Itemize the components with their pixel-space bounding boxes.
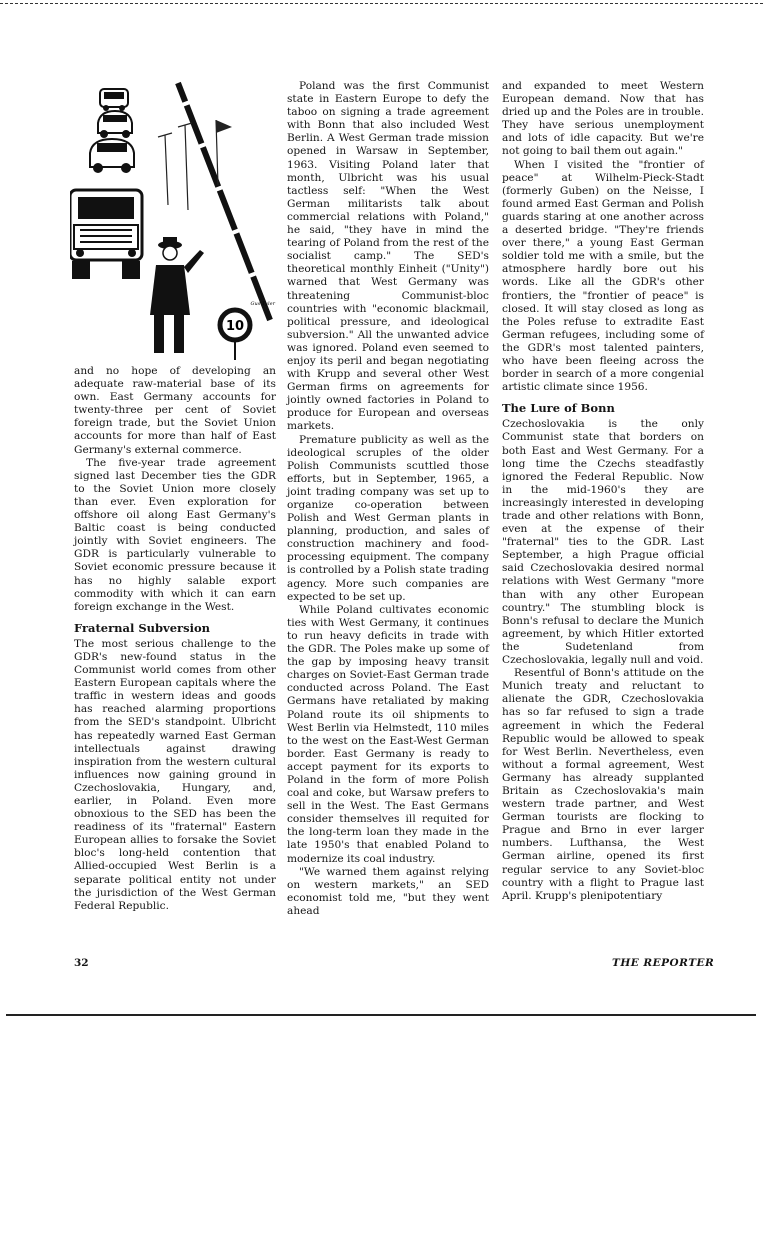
- section-heading: The Lure of Bonn: [502, 401, 615, 416]
- paragraph: The most serious challenge to the GDR's new-found status in the Communist world comes from other Eastern European capitals where the traffic in western ideas and goods has reached alarming proportions from the SED's standpoint. Ulbricht has repeatedly warned East German intellectuals against drawing inspiration from the western cultural influences now gaining ground in Czechoslovakia, Hungary, and, earlier, in Poland. Even more obnoxious to the SED has been the readiness of its "fraternal" Eastern European allies to forsake the Soviet bloc's long-held contention that Allied-occupied West Berlin is a separate political entity not under the jurisdiction of the West German Federal Republic.: [74, 637, 276, 912]
- bottom-rule: [6, 1014, 756, 1016]
- artist-signature: Gus Tyler: [250, 301, 275, 307]
- car-icon: [98, 111, 132, 138]
- magazine-name: THE REPORTER: [612, 957, 715, 969]
- column-3: [502, 80, 704, 903]
- paragraph: When I visited the "frontier of peace" at Wilhelm-Pieck-Stadt (formerly Guben) on the Neisse, I found armed East German and Polish guards staring at one another across a deserted bridge. "They're friends over there," a young East German soldier told me with a smile, but the atmosphere hardly bore out his words. Like all the GDR's other frontiers, the "frontier of peace" is closed. It will stay closed as long as the Poles refuse to extradite East German refugees, including some of the GDR's most talented painters, who have been fleeing across the border in search of a more congenial artistic climate since 1956.: [502, 158, 704, 394]
- paragraph: The five-year trade agreement signed last December ties the GDR to the Soviet Union more closely than ever. Even exploration for offshore oil along East Germany's Baltic coast is being conducted jointly with Soviet engineers. The GDR is particularly vulnerable to Soviet economic pressure because it has no highly salable export commodity with which it can earn foreign exchange in the West.: [74, 456, 276, 613]
- section-heading: Fraternal Subversion: [74, 620, 210, 635]
- paragraph: and no hope of developing an adequate raw-material base of its own. East Germany accounts for twenty-three per cent of Soviet foreign trade, but the Soviet Union accounts for more than half of East Germany's external commerce.: [74, 365, 276, 456]
- column-2: [287, 80, 489, 918]
- border-guard-figure: [150, 237, 204, 353]
- paragraph: and expanded to meet Western European demand. Now that has dried up and the Poles are in trouble. They have serious unemployment and lots of idle capacity. But we're not going to bail them out again.": [502, 80, 704, 158]
- car-icon: [90, 139, 134, 173]
- paragraph: Czechoslovakia is the only Communist state that borders on both East and West Germany. For a long time the Czechs steadfastly ignored the Federal Republic. Now in the mid-1960's they are increasingly interested in developing trade and other relations with Bonn, even at the expense of their "fraternal" ties to the GDR. Last September, a high Prague official said Czechoslovakia desired normal relations with West Germany "more than with any other European country." The stumbling block is Bonn's refusal to declare the Munich agreement, by which Hitler extorted the Sudetenland from Czechoslovakia, legally null and void.: [502, 418, 704, 667]
- truck-icon: [70, 190, 142, 279]
- paragraph: "We warned them against relying on western markets," an SED economist told me, "but they went ahead: [287, 865, 489, 917]
- top-rule: [0, 3, 763, 4]
- paragraph: Poland was the first Communist state in Eastern Europe to defy the taboo on signing a trade agreement with Bonn that also included West Berlin. A West German trade mission opened in Warsaw in September, 1963. Visiting Poland later that month, Ulbricht was his usual tactless self: "When the West German militarists talk about commercial relations with Poland," he said, "they have in mind the tearing of Poland from the rest of the socialist camp." The SED's theoretical monthly Einheit ("Unity") warned that West Germany was threatening Communist-bloc countries with "economic blackmail, political pressure, and ideological subversion." All the unwanted advice was ignored. Poland even seemed to enjoy its peril and began negotiating with Krupp and several other West German firms on agreements for jointly owned factories in Poland to produce for European and overseas markets.: [287, 80, 489, 433]
- sign-text: 10: [225, 319, 245, 334]
- speed-limit-sign: [220, 310, 250, 360]
- column-1: [74, 365, 276, 913]
- page-number: 32: [74, 957, 89, 969]
- paragraph: Resentful of Bonn's attitude on the Munich treaty and reluctant to alienate the GDR, Czechoslovakia has so far refused to sign a trade agreement in which the Federal Republic would be allowed to speak for West Berlin. Nevertheless, even without a formal agreement, West Germany has already supplanted Britain as Czechoslovakia's main western trade partner, and West German tourists are flocking to Prague and Brno in ever larger numbers. Lufthansa, the West German airline, opened its first regular service to any Soviet-bloc country with a flight to Prague last April. Krupp's plenipotentiary: [502, 667, 704, 902]
- car-icon: [100, 89, 128, 111]
- paragraph: Premature publicity as well as the ideological scruples of the older Polish Communists scuttled those efforts, but in September, 1965, a joint trading company was set up to organize co-operation between Polish and West German plants in planning, production, and sales of construction machinery and food-processing equipment. The company is controlled by a Polish state trading agency. More such companies are expected to be set up.: [287, 433, 489, 603]
- paragraph: While Poland cultivates economic ties with West Germany, it continues to run heavy deficits in trade with the GDR. The Poles make up some of the gap by imposing heavy transit charges on Soviet-East German trade conducted across Poland. The East Germans have retaliated by making Poland route its oil shipments to West Berlin via Helmstedt, 110 miles to the west on the East-West German border. East Germany is ready to accept payment for its exports to Poland in the form of more Polish coal and coke, but Warsaw prefers to sell in the West. The East Germans consider themselves ill requited for the long-term loan they made in the late 1950's that enabled Poland to modernize its coal industry.: [287, 603, 489, 865]
- border-crossing-illustration: [70, 75, 280, 360]
